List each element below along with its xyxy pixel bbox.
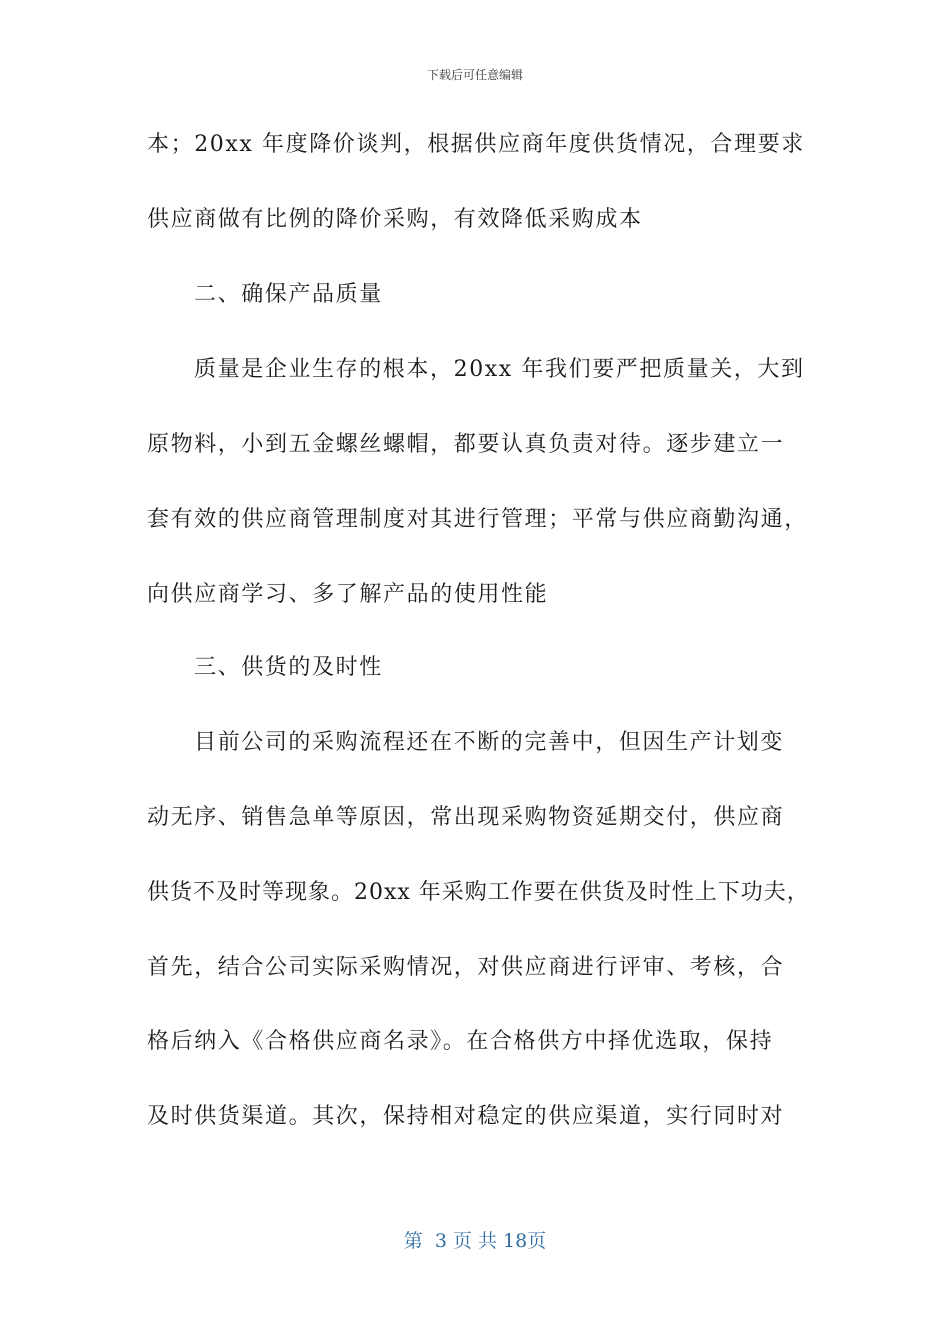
text-line: 首先，结合公司实际采购情况，对供应商进行评审、考核，合	[147, 955, 785, 980]
text-line: 供应商做有比例的降价采购，有效降低采购成本	[147, 207, 643, 232]
text-line: 目前公司的采购流程还在不断的完善中，但因生产计划变	[194, 730, 785, 755]
page-header-note: 下载后可任意编辑	[426, 68, 523, 82]
section-heading: 三、供货的及时性	[194, 655, 383, 680]
text-line: 向供应商学习、多了解产品的使用性能	[147, 582, 549, 607]
text-line: 供货不及时等现象。20xx 年采购工作要在供货及时性上下功夫，	[147, 880, 810, 905]
text-line: 动无序、销售急单等原因，常出现采购物资延期交付，供应商	[147, 805, 785, 830]
text-line: 原物料，小到五金螺丝螺帽，都要认真负责对待。逐步建立一	[147, 432, 785, 457]
section-heading: 二、确保产品质量	[194, 282, 383, 307]
text-line: 套有效的供应商管理制度对其进行管理；平常与供应商勤沟通，	[147, 507, 808, 532]
text-line: 格后纳入《合格供应商名录》。在合格供方中择优选取，保持	[147, 1029, 774, 1054]
text-line: 本；20xx 年度降价谈判，根据供应商年度供货情况，合理要求	[147, 132, 805, 157]
text-line: 及时供货渠道。其次，保持相对稳定的供应渠道，实行同时对	[147, 1104, 785, 1129]
page-number: 第 3 页 共 18页	[403, 1230, 547, 1252]
text-line: 质量是企业生存的根本，20xx 年我们要严把质量关，大到	[194, 357, 805, 382]
